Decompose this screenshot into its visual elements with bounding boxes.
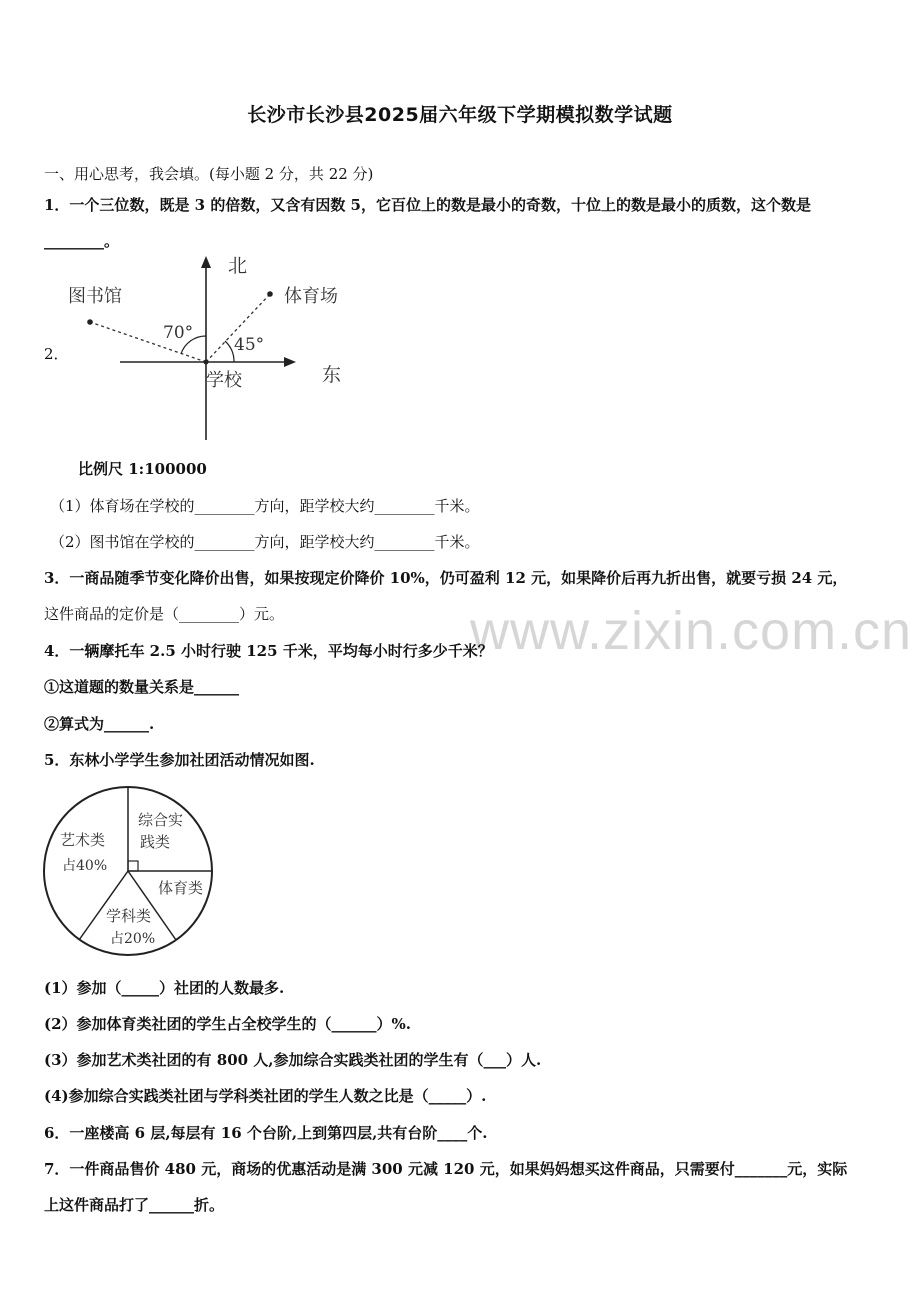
- q5-sub4: (4)参加综合实践类社团与学科类社团的学生人数之比是（_____）.: [44, 1087, 487, 1105]
- slice-label-practice-line1: 综合实: [138, 811, 184, 829]
- q1-line1: 1．一个三位数，既是 3 的倍数，又含有因数 5，它百位上的数是最小的奇数，十位上的数是最小的质数，这个数是: [44, 196, 811, 214]
- direction-diagram: [60, 250, 360, 445]
- school-label: 学校: [206, 370, 242, 391]
- q6-line1: 6．一座楼高 6 层,每层有 16 个台阶,上到第四层,共有台阶____个.: [44, 1124, 488, 1142]
- slice-label-sports: 体育类: [158, 879, 204, 897]
- q4-line1: 4．一辆摩托车 2.5 小时行驶 125 千米，平均每小时行多少千米？: [44, 642, 493, 660]
- q1-line2: ________。: [44, 232, 120, 250]
- q2-number: 2．: [44, 345, 69, 363]
- east-arrow-icon: [284, 357, 296, 367]
- north-label: 北: [228, 255, 248, 277]
- slice-label-art-name: 艺术类: [60, 831, 106, 849]
- page-title: 长沙市长沙县2025届六年级下学期模拟数学试题: [247, 104, 673, 126]
- angle-label-library: 70°: [163, 323, 194, 343]
- stadium-label: 体育场: [284, 286, 338, 307]
- stadium-point: [267, 291, 273, 297]
- north-arrow-icon: [201, 256, 211, 268]
- q5-sub1: (1）参加（_____）社团的人数最多.: [44, 979, 285, 997]
- angle-label-stadium: 45°: [234, 335, 265, 355]
- q7-line1: 7．一件商品售价 480 元，商场的优惠活动是满 300 元减 120 元，如果妈妈想买这件商品，只需要付_______元，实际: [44, 1160, 848, 1178]
- q5-line1: 5．东林小学学生参加社团活动情况如图.: [44, 751, 315, 769]
- slice-label-subject-pct: 占20%: [110, 931, 156, 947]
- q7-line2: 上这件商品打了______折。: [44, 1196, 225, 1214]
- q5-sub3: (3）参加艺术类社团的有 800 人,参加综合实践类社团的学生有（___）人.: [44, 1051, 542, 1069]
- library-label: 图书馆: [68, 286, 122, 307]
- q5-sub2: (2）参加体育类社团的学生占全校学生的（______）%.: [44, 1015, 412, 1033]
- q3-line1: 3．一商品随季节变化降价出售，如果按现定价降价 10%，仍可盈利 12 元，如果降价后再九折出售，就要亏损 24 元，: [44, 569, 848, 587]
- q2-sub1: （1）体育场在学校的________方向，距学校大约________千米。: [50, 497, 480, 515]
- pie-chart: [40, 783, 220, 963]
- library-point: [87, 319, 93, 325]
- q3-line2: 这件商品的定价是（________）元。: [44, 605, 285, 623]
- slice-label-practice-line2: 践类: [140, 833, 171, 851]
- scale-label: 比例尺 1:100000: [78, 460, 207, 478]
- slice-label-art-pct: 占40%: [62, 858, 108, 874]
- q2-sub2: （2）图书馆在学校的________方向，距学校大约________千米。: [50, 533, 480, 551]
- east-label: 东: [322, 364, 342, 386]
- angle-arc-stadium: [225, 341, 234, 362]
- q4-sub1: ①这道题的数量关系是______: [44, 678, 240, 696]
- slice-label-subject-name: 学科类: [106, 907, 152, 925]
- school-point: [204, 360, 209, 365]
- watermark: www.zixin.com.cn: [470, 601, 913, 661]
- q4-sub2: ②算式为______.: [44, 715, 155, 733]
- section-heading: 一、用心思考，我会填。(每小题 2 分，共 22 分): [44, 165, 374, 183]
